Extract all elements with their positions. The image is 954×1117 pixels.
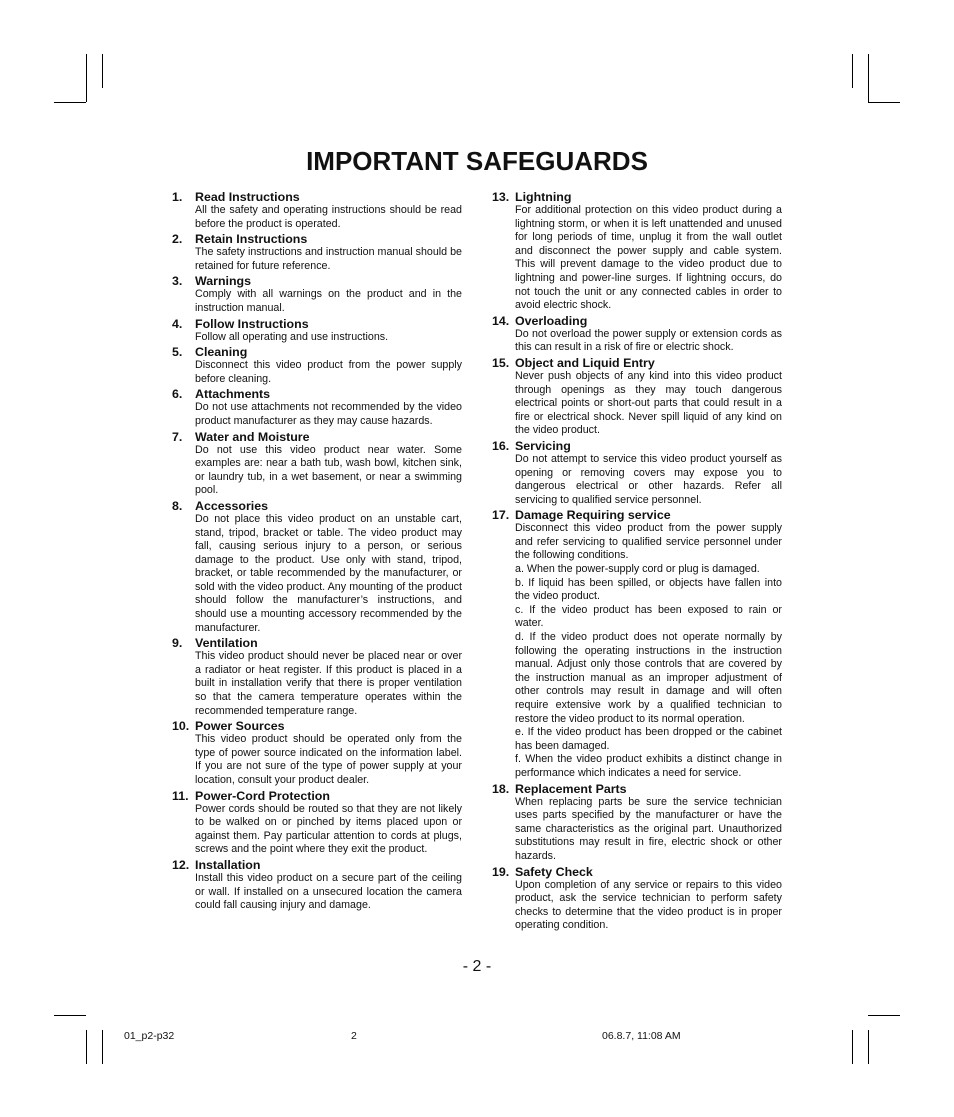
safeguard-paragraph: d. If the video product does not operate normally by following the operating instructions in the instruction manual. Adjust only those controls that are covered by the instruction manual as an improper adjustment of other controls may result in damage and will often require extensive work by a qualified technician to restore the video product to its normal operation. — [515, 631, 782, 725]
crop-mark — [868, 1030, 869, 1064]
safeguard-body — [195, 288, 462, 315]
safeguard-item — [172, 636, 462, 718]
safeguard-title: Accessories — [195, 498, 269, 513]
safeguard-heading — [492, 865, 782, 879]
safeguard-number: 15. — [492, 355, 510, 370]
safeguard-paragraph: c. If the video product has been exposed to rain or water. — [515, 603, 782, 630]
crop-mark — [852, 1030, 853, 1064]
safeguard-paragraph: Do not overload the power supply or extension cords as this can result in a risk of fire or electric shock. — [515, 327, 782, 354]
safeguard-title: Power Sources — [195, 719, 285, 734]
safeguard-item — [172, 317, 462, 345]
crop-mark — [868, 54, 869, 102]
footer-file: 01_p2-p32 — [124, 1030, 175, 1042]
safeguard-paragraph: Install this video product on a secure part of the ceiling or wall. If installed on a unsecured location the camera could fall causing injury and damage. — [195, 871, 462, 912]
safeguard-number: 19. — [492, 864, 510, 879]
safeguard-heading — [172, 719, 462, 733]
safeguard-body — [515, 879, 782, 933]
safeguard-body — [195, 444, 462, 498]
safeguard-heading — [492, 314, 782, 328]
safeguard-paragraph: Comply with all warnings on the product and in the instruction manual. — [195, 288, 462, 314]
safeguard-paragraph: When replacing parts be sure the service technician uses parts specified by the manufacturer or have the same characteristics as the original part. Unauthorized substitutions may result in fire, electric shock or other hazards. — [515, 795, 782, 862]
safeguard-body — [195, 359, 462, 386]
safeguard-title: Servicing — [515, 438, 571, 453]
safeguard-paragraph: Never push objects of any kind into this video product through openings as they may touch dangerous electrical points or short-out parts that could result in a fire or electrical shock. Never spill liquid of any kind on the video product. — [515, 369, 782, 437]
safeguard-body — [195, 401, 462, 428]
safeguard-paragraph: All the safety and operating instructions should be read before the product is operated. — [195, 204, 462, 230]
page-title: IMPORTANT SAFEGUARDS — [306, 146, 648, 176]
safeguard-title: Read Instructions — [195, 190, 300, 204]
safeguard-number: 1. — [172, 190, 183, 204]
crop-mark — [54, 1015, 86, 1016]
safeguard-heading — [172, 274, 462, 288]
safeguard-item — [172, 499, 462, 635]
safeguard-title: Attachments — [195, 387, 271, 402]
safeguard-item — [492, 314, 782, 355]
safeguard-title: Damage Requiring service — [515, 508, 671, 523]
safeguard-heading — [492, 356, 782, 370]
safeguard-heading — [172, 345, 462, 359]
safeguard-item — [172, 274, 462, 315]
safeguard-number: 7. — [172, 429, 183, 444]
safeguard-item — [172, 719, 462, 787]
safeguard-item — [172, 789, 462, 857]
safeguard-paragraph: Upon completion of any service or repairs to this video product, ask the service technician to perform safety checks to determine that the video product is in proper operating condition. — [515, 878, 782, 932]
safeguard-title: Warnings — [195, 274, 251, 289]
safeguard-number: 8. — [172, 498, 183, 513]
safeguard-body — [195, 331, 462, 345]
safeguard-title: Replacement Parts — [515, 781, 627, 796]
safeguard-heading — [492, 190, 782, 204]
safeguard-number: 12. — [172, 857, 190, 872]
safeguard-number: 14. — [492, 313, 510, 328]
safeguard-paragraph: Disconnect this video product from the power supply before cleaning. — [195, 359, 462, 385]
safeguard-item — [492, 439, 782, 507]
safeguard-item — [172, 345, 462, 386]
safeguard-body — [195, 733, 462, 787]
safeguard-number: 4. — [172, 316, 183, 331]
safeguard-heading — [172, 430, 462, 444]
safeguard-heading — [492, 439, 782, 453]
safeguard-number: 2. — [172, 232, 183, 247]
safeguard-item — [492, 508, 782, 780]
safeguard-number: 9. — [172, 636, 183, 651]
safeguard-heading — [492, 782, 782, 796]
safeguard-title: Safety Check — [515, 864, 593, 879]
safeguard-item — [492, 865, 782, 933]
safeguard-paragraph: Do not attempt to service this video product yourself as opening or removing covers may expose you to dangerous electrical or other hazards. Refer all servicing to qualified service personnel. — [515, 452, 782, 506]
safeguard-item — [492, 190, 782, 313]
safeguard-number: 16. — [492, 438, 510, 453]
safeguard-item — [172, 190, 462, 231]
safeguard-paragraph: Power cords should be routed so that they are not likely to be walked on or pinched by items placed upon or against them. Pay particular attention to cords at plugs, screws and the point where they exit the product. — [195, 802, 462, 856]
safeguard-number: 17. — [492, 508, 510, 523]
safeguard-body — [195, 246, 462, 273]
safeguard-number: 6. — [172, 387, 183, 402]
crop-mark — [86, 1030, 87, 1064]
safeguard-item — [492, 356, 782, 438]
safeguard-title: Cleaning — [195, 345, 248, 360]
crop-mark — [102, 54, 103, 88]
safeguard-item — [172, 430, 462, 498]
safeguard-paragraph: Do not use this video product near water. Some examples are: near a bath tub, wash bowl, kitchen sink, or laundry tub, in a wet basement, or near a swimming pool. — [195, 443, 462, 497]
safeguard-body — [195, 204, 462, 231]
safeguard-body — [515, 522, 782, 780]
safeguard-item — [172, 387, 462, 428]
safeguard-paragraph: b. If liquid has been spilled, or objects have fallen into the video product. — [515, 576, 782, 603]
safeguard-heading — [172, 190, 462, 204]
safeguard-paragraph: Do not use attachments not recommended by the video product manufacturer as they may cause hazards. — [195, 401, 462, 427]
footer-sheet: 2 — [351, 1030, 357, 1042]
safeguard-body — [515, 204, 782, 313]
safeguard-item — [172, 232, 462, 273]
safeguard-body — [195, 513, 462, 635]
crop-mark — [86, 54, 87, 102]
safeguard-paragraph: For additional protection on this video product during a lightning storm, or when it is left unattended and unused for long periods of time, unplug it from the wall outlet and disconnect the power supply and cable system. This will prevent damage to the video product due to lightning and power-line surges. If lightning occurs, do not touch the unit or any connected cables in order to avoid electric shock. — [515, 204, 782, 312]
crop-mark — [54, 102, 86, 103]
safeguard-paragraph: Do not place this video product on an unstable cart, stand, tripod, bracket or table. The video product may fall, causing serious injury to a person, or serious damage to the product. Use only with stand, tripod, bracket, or table recommended by the manufacturer, or sold with the video product. Any mounting of the product should follow the manufacturer’s instructions, and should use a mounting accessory recommended by the manufacturer. — [195, 512, 462, 634]
page-number: - 2 - — [462, 958, 492, 975]
right-column — [492, 190, 782, 934]
safeguard-title: Object and Liquid Entry — [515, 355, 655, 370]
safeguard-body — [515, 796, 782, 864]
footer-timestamp: 06.8.7, 11:08 AM — [602, 1030, 681, 1042]
safeguard-body — [515, 453, 782, 507]
safeguard-title: Ventilation — [195, 636, 258, 651]
safeguard-item — [492, 782, 782, 864]
safeguard-heading — [172, 317, 462, 331]
crop-mark — [868, 102, 900, 103]
left-column — [172, 190, 462, 914]
safeguard-item — [172, 858, 462, 913]
safeguard-heading — [172, 232, 462, 246]
safeguard-paragraph: f. When the video product exhibits a distinct change in performance which indicates a need for service. — [515, 753, 782, 779]
safeguard-paragraph: a. When the power-supply cord or plug is damaged. — [515, 563, 760, 576]
safeguard-title: Retain Instructions — [195, 232, 308, 247]
safeguard-heading — [172, 636, 462, 650]
safeguard-paragraph: This video product should be operated only from the type of power source indicated on the information label. If you are not sure of the type of power supply at your location, consult your product dealer. — [195, 733, 462, 786]
safeguard-number: 18. — [492, 781, 510, 796]
safeguard-number: 5. — [172, 345, 183, 360]
safeguard-number: 10. — [172, 719, 190, 734]
safeguard-number: 13. — [492, 190, 510, 204]
safeguard-body — [515, 370, 782, 438]
safeguard-heading — [172, 499, 462, 513]
safeguard-paragraph: Disconnect this video product from the power supply and refer servicing to qualified service personnel under the following conditions. — [515, 522, 782, 562]
safeguard-title: Overloading — [515, 313, 588, 328]
safeguard-paragraph: Follow all operating and use instructions. — [195, 330, 389, 343]
safeguard-title: Follow Instructions — [195, 316, 309, 331]
safeguard-paragraph: This video product should never be placed near or over a radiator or heat register. If this product is placed in a built in installation verify that there is proper ventilation so that the camera temperature operates within the recommended temperature range. — [195, 650, 462, 717]
safeguard-heading — [172, 858, 462, 872]
safeguard-heading — [492, 508, 782, 522]
crop-mark — [102, 1030, 103, 1064]
crop-mark — [868, 1015, 900, 1016]
safeguard-body — [515, 328, 782, 355]
safeguard-body — [195, 803, 462, 857]
safeguard-number: 3. — [172, 274, 183, 289]
safeguard-heading — [172, 387, 462, 401]
safeguard-paragraph: The safety instructions and instruction manual should be retained for future reference. — [195, 246, 462, 272]
safeguard-title: Power-Cord Protection — [195, 788, 330, 803]
safeguard-body — [195, 650, 462, 718]
safeguard-number: 11. — [172, 788, 189, 803]
safeguard-paragraph: e. If the video product has been dropped or the cabinet has been damaged. — [515, 726, 782, 752]
crop-mark — [852, 54, 853, 88]
safeguard-title: Lightning — [515, 190, 572, 204]
safeguard-heading — [172, 789, 462, 803]
safeguard-title: Installation — [195, 857, 261, 872]
safeguard-title: Water and Moisture — [195, 429, 310, 444]
safeguard-body — [195, 872, 462, 913]
